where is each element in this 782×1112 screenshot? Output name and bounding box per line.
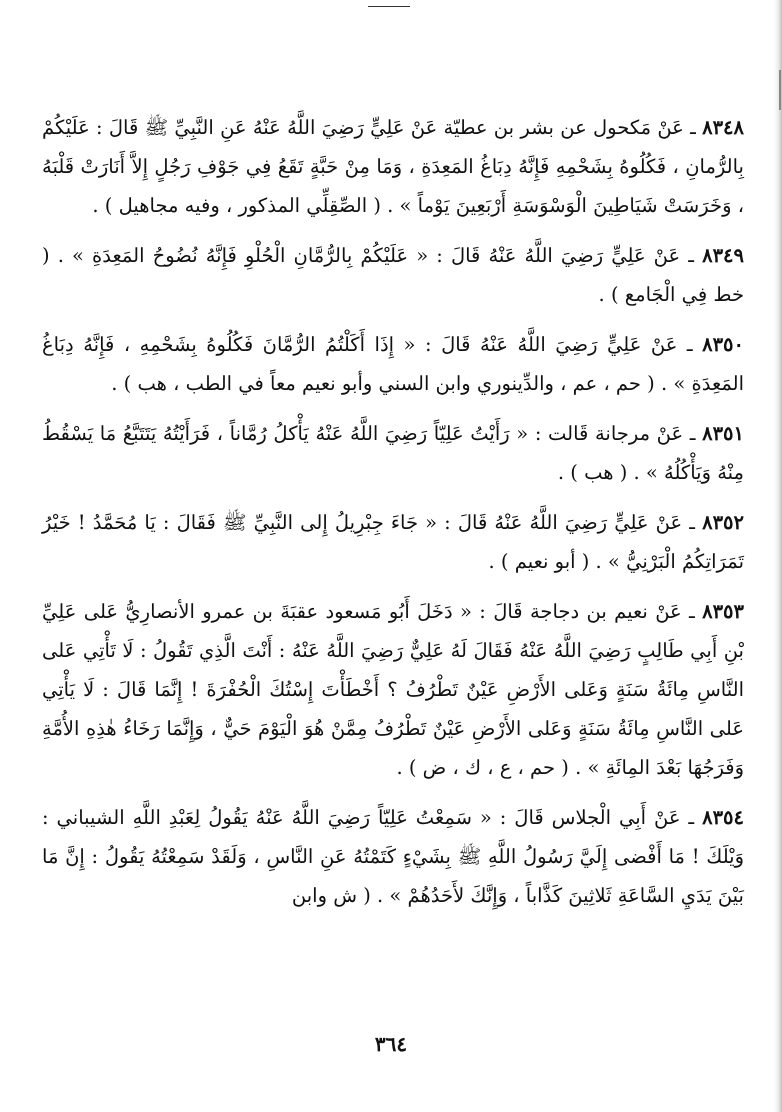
hadith-8351 [42,414,744,492]
hadith-number: ٨٣٥٣ [702,600,745,623]
hadith-number: ٨٣٥٠ [702,333,744,356]
hadith-text: ـ عَنْ مَكحول عن بشر بن عطيّة عَنْ عَلِيٍّ رَضِيَ اللَّهُ عَنْهُ عَنِ النَّبِيِّ ﷺ قَالَ : عَلَيْكُمْ بِالرُّمانِ ، فَكُلُوهُ بِشَحْمِهِ فَإِنَّهُ دِبَاغُ المَعِدَةِ ، وَمَا مِنْ حَبَّةٍ تَقَعُ فِي جَوْفِ رَجُلٍ إِلاَّ أَنَارَتْ قَلْبَهُ ، وَخَرَسَتْ شَيَاطِينَ الْوَسْوَسَةِ أَرْبَعِينَ يَوْماً » . ( الصِّقِلِّي المذكور ، وفيه مجاهيل ) . [42,116,744,217]
hadith-number: ٨٣٤٨ [702,116,744,139]
hadith-8352 [42,503,744,581]
hadith-text: ـ عَنْ عَلِيٍّ رَضِيَ اللَّهُ عَنْهُ قَالَ : « جَاءَ جِبْرِيلُ إِلى النَّبِيِّ ﷺ فَقَالَ : يَا مُحَمَّدُ ! خَيْرُ تَمَرَاتِكُمُ الْبَرْنِيُّ » . ( أبو نعيم ) . [42,511,744,573]
hadith-text: ـ عَنْ عَلِيٍّ رَضِيَ اللَّهُ عَنْهُ قَالَ : « عَلَيْكُمْ بِالرُّمَّانِ الْحُلْوِ فَإِنَّهُ نُضُوحُ المَعِدَةِ » . ( خط فِي الْجَامع ) . [42,244,744,306]
page-number: ٣٦٤ [374,1032,408,1056]
hadith-8353 [42,592,744,787]
hadith-text: ـ عَنْ نعيم بن دجاجة قَالَ : « دَخَلَ أَبُو مَسعود عقبَةَ بن عمرو الأنصارِيُّ عَلى عَلِيِّ بْنِ أَبِي طَالِبٍ رَضِيَ اللَّهُ عَنْهُ فَقَالَ لَهُ عَلِيٌّ رَضِيَ اللَّهُ عَنْهُ : أَنْتَ الَّذِي تَقُولُ : لَا تَأْتِي عَلى النَّاسِ مِائَةُ سَنَةٍ وَعَلى الأَرْضِ عَيْنٌ تَطْرُفُ ؟ أَخْطَأْتَ إِسْتُكَ الْحُفْرَةَ ! إِنَّمَا قَالَ : لَا يَأْتِي عَلى النَّاسِ مِائَةُ سَنَةٍ وَعَلى الأَرْضِ عَيْنٌ تَطْرُفُ مِمَّنْ هُوَ الْيَوْمَ حَيٌّ ، وَإِنَّمَا رَخَاءُ هٰذِهِ الأُمَّةِ وَفَرَجُهَا بَعْدَ المِائَةِ » . ( حم ، ع ، ك ، ض ) . [42,600,744,779]
hadith-number: ٨٣٥٤ [702,806,744,829]
hadith-8350 [42,325,744,403]
hadith-number: ٨٣٤٩ [702,244,744,267]
header-rule [368,6,410,7]
hadith-text: ـ عَنْ عَلِيٍّ رَضِيَ اللَّهُ عَنْهُ قَالَ : « إِذَا أَكَلْتُمُ الرُّمَّانَ فَكُلُوهُ بِشَحْمِهِ ، فَإِنَّهُ دِبَاغُ المَعِدَةِ » . ( حم ، عم ، والدِّينوري وابن السني وأبو نعيم معاً في الطب ، هب ) . [42,333,744,395]
hadith-8349 [42,236,744,314]
hadith-text: ـ عَنْ مرجانة قَالت : « رَأَيْتُ عَلِيّاً رَضِيَ اللَّهُ عَنْهُ يَأْكلُ رُمَّاناً ، فَرَأَيْتُهُ يَتَتَبَّعُ مَا يَسْقُطُ مِنْهُ وَيَأْكُلُهُ » . ( هب ) . [42,422,744,484]
hadith-number: ٨٣٥١ [702,422,744,445]
page-edge-shadow [774,0,782,1112]
page-body [42,108,744,1038]
hadith-number: ٨٣٥٢ [702,511,744,534]
hadith-8354 [42,798,744,915]
hadith-text: ـ عَنْ أَبِي الْجلاس قَالَ : « سَمِعْتُ عَلِيّاً رَضِيَ اللَّهُ عَنْهُ يَقُولُ لِعَبْدِ اللَّهِ الشيباني : وَيْلَكَ ! مَا أَفْضى إِلَيَّ رَسُولُ اللَّهِ ﷺ بِشَيْءٍ كَتَمْتُهُ عَنِ النَّاسِ ، وَلَقَدْ سَمِعْتُهُ يَقُولُ : إِنَّ مَا بَيْنَ يَدَيِ السَّاعَةِ ثَلاثِينَ كَذَّاباً ، وَإِنَّكَ لأَحَدُهُمْ » . ( ش وابن [42,806,744,907]
hadith-8348 [42,108,744,225]
